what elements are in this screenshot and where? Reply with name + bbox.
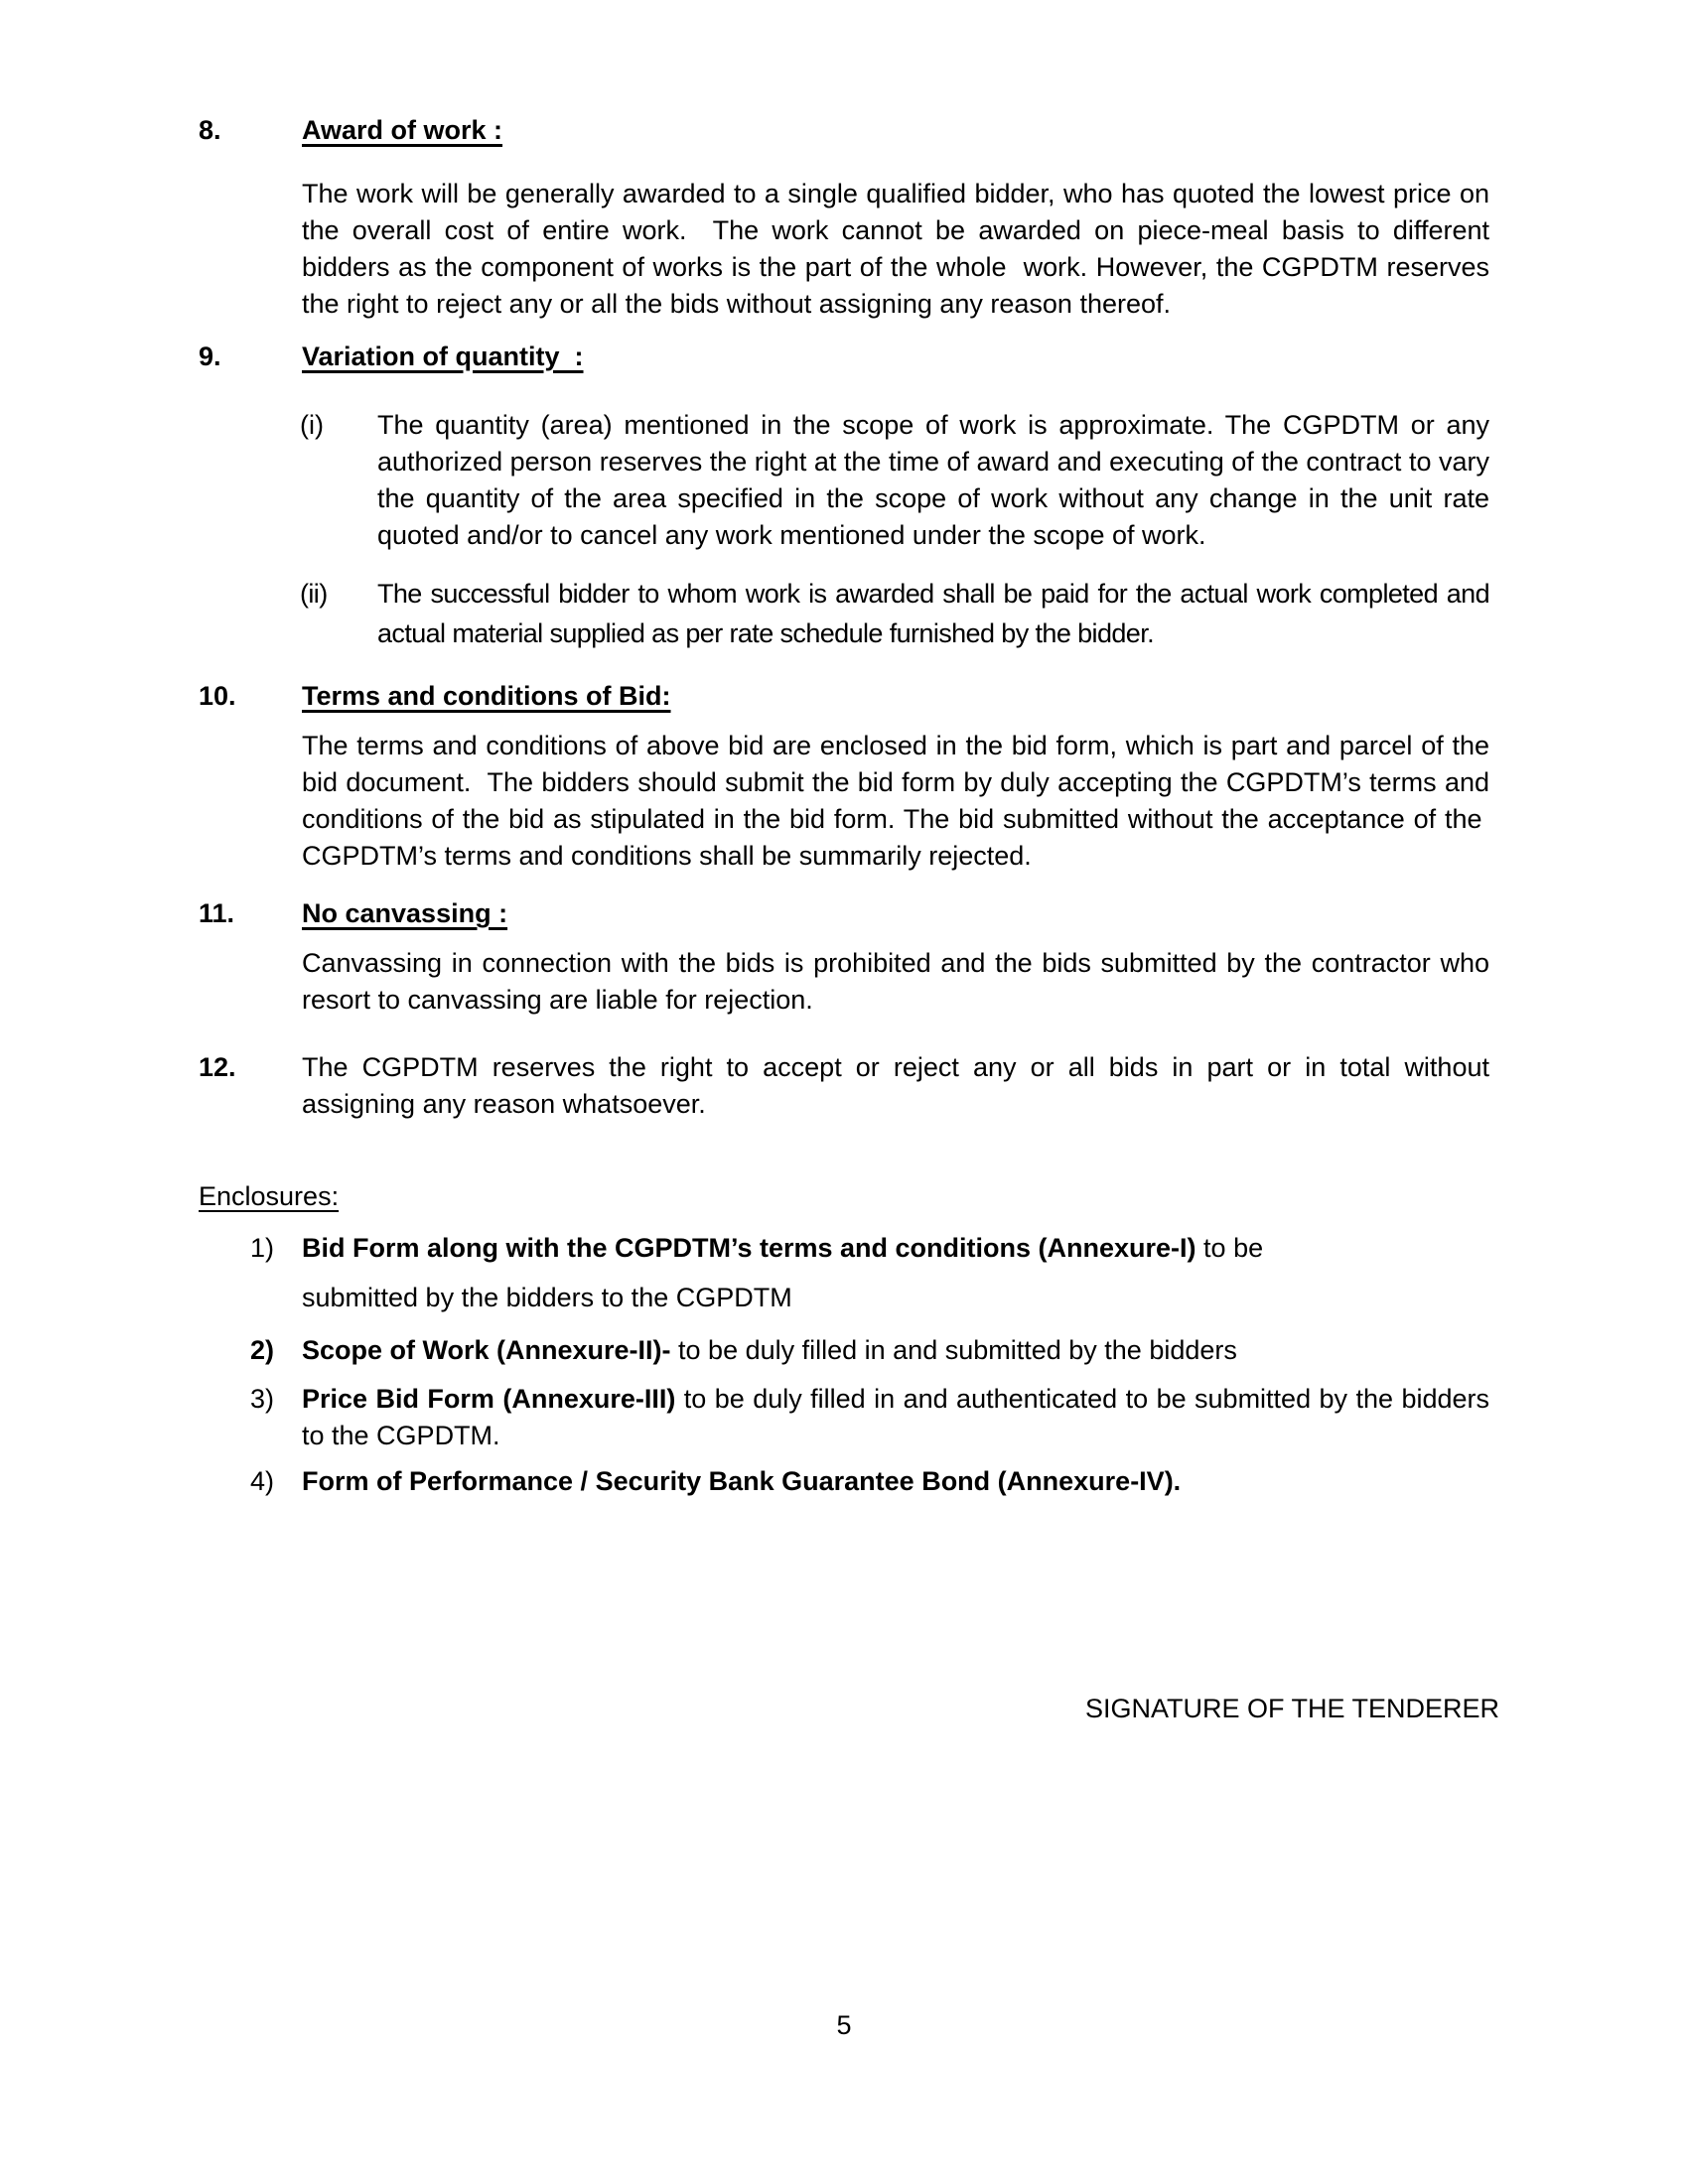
section-11-paragraph: Canvassing in connection with the bids is prohibited and the bids submitted by the contractor who resort to canvassing are liable for rejection. — [302, 948, 1489, 1015]
item-i-label: (i) — [300, 410, 324, 440]
page-number: 5 — [836, 2010, 852, 2040]
section-8-paragraph: The work will be generally awarded to a single qualified bidder, who has quoted the lowest price on the overall cost of entire work. The work cannot be awarded on piece-meal basis to different bidders as the component of works is the part of the whole work. However, the CGPDTM reserves the right to reject any or all the bids without assigning any reason thereof. — [302, 179, 1489, 319]
enclosure-1-rest: to be — [1196, 1233, 1264, 1263]
item-i-text: The quantity (area) mentioned in the scope of work is approximate. The CGPDTM or any authorized person reserves the right at the time of award and executing of the contract to vary the quantity of the area specified in the scope of work without any change in the unit rate quoted and/or to cancel any work mentioned under the scope of work. — [377, 410, 1489, 550]
section-10-heading: Terms and conditions of Bid: — [302, 681, 671, 711]
enclosure-4-line — [302, 1463, 1489, 1500]
section-8-number: 8. — [199, 115, 221, 145]
section-9-item-i-row — [0, 407, 1688, 554]
enclosure-4-bold: Form of Performance / Security Bank Guarantee Bond (Annexure-IV). — [302, 1466, 1182, 1496]
enclosure-2-rest: to be duly filled in and submitted by the bidders — [670, 1335, 1237, 1365]
section-9-item-ii-row — [0, 574, 1688, 653]
section-12-paragraph: The CGPDTM reserves the right to accept or reject any or all bids in part or in total without assigning any reason whatsoever. — [302, 1052, 1489, 1119]
enclosure-1-line-1 — [302, 1230, 1489, 1267]
section-10-paragraph: The terms and conditions of above bid are enclosed in the bid form, which is part and parcel of the bid document. The bidders should submit the bid form by duly accepting the CGPDTM’s terms and conditions of the bid as stipulated in the bid form. The bid submitted without the acceptance of the CGPDTM’s terms and conditions shall be summarily rejected. — [302, 731, 1489, 871]
enclosure-3-line — [302, 1381, 1489, 1454]
section-9-item-i — [302, 407, 1489, 554]
section-10-number: 10. — [199, 681, 236, 711]
section-8-heading: Award of work : — [302, 115, 503, 145]
section-9-item-ii — [302, 574, 1489, 653]
section-8-heading-row — [0, 112, 1688, 149]
section-9-number: 9. — [199, 341, 221, 371]
section-12-row — [0, 1049, 1688, 1123]
signature-line: SIGNATURE OF THE TENDERER — [1084, 1694, 1499, 1723]
section-12-number: 12. — [199, 1052, 236, 1082]
item-ii-text: The successful bidder to whom work is awarded shall be paid for the actual work completed and actual material supplied as per rate schedule furnished by the bidder. — [377, 579, 1489, 648]
enclosure-2-line — [302, 1332, 1489, 1369]
enclosures-heading: Enclosures: — [199, 1181, 340, 1211]
enclosure-item-4 — [0, 1463, 1688, 1500]
section-9-heading-row — [0, 339, 1688, 375]
item-ii-label: (ii) — [300, 579, 328, 609]
enclosure-1-number: 1) — [250, 1233, 275, 1263]
enclosure-3-rest: to be duly filled in and authenticated to be submitted by the bidders to the CGPDTM. — [302, 1384, 1489, 1450]
enclosure-item-2 — [0, 1332, 1688, 1369]
enclosure-2-bold: Scope of Work (Annexure-II)- — [302, 1335, 671, 1365]
enclosure-2-number: 2) — [250, 1335, 275, 1365]
section-11-heading-row — [0, 895, 1688, 932]
enclosure-1-bold: Bid Form along with the CGPDTM’s terms and conditions (Annexure-I) — [302, 1233, 1196, 1263]
section-10-heading-row — [0, 678, 1688, 715]
enclosure-3-bold: Price Bid Form (Annexure-III) — [302, 1384, 676, 1414]
enclosure-1-line-2: submitted by the bidders to the CGPDTM — [302, 1283, 792, 1312]
enclosure-item-3 — [0, 1381, 1688, 1454]
section-11-number: 11. — [199, 898, 235, 928]
enclosure-3-number: 3) — [250, 1384, 275, 1414]
section-11-heading: No canvassing : — [302, 898, 508, 928]
section-9-heading: Variation of quantity : — [302, 341, 584, 371]
enclosure-item-1 — [0, 1230, 1688, 1316]
enclosure-4-number: 4) — [250, 1466, 275, 1496]
